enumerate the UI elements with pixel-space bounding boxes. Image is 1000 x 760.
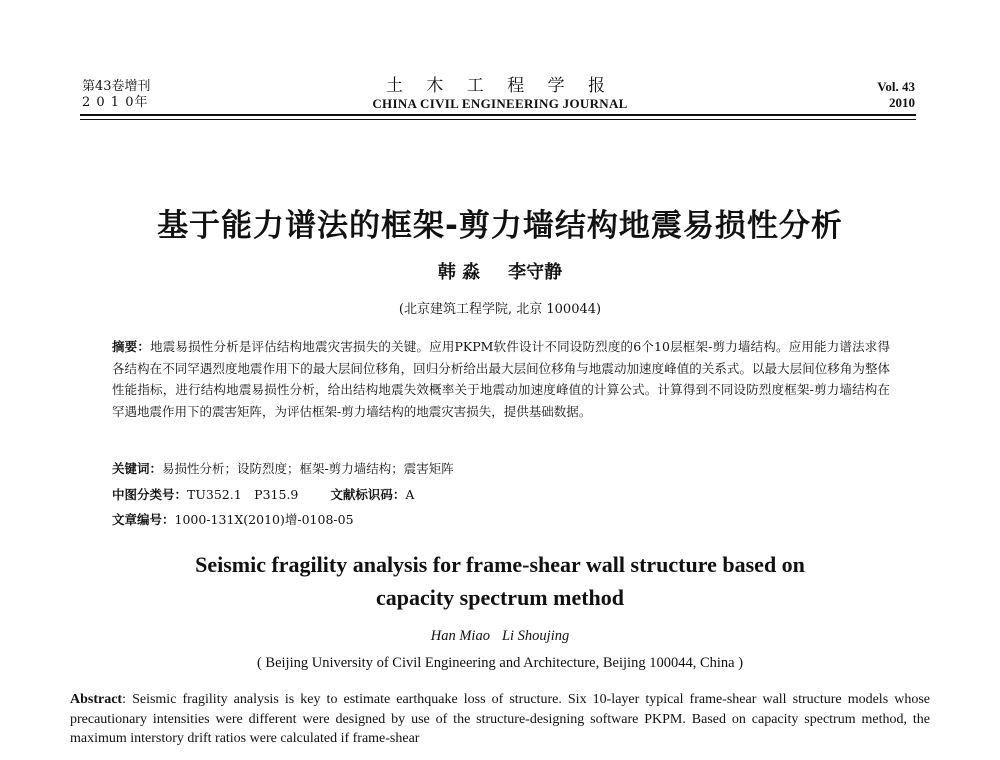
paper-title-cn: 基于能力谱法的框架-剪力墙结构地震易损性分析	[157, 208, 843, 244]
abstract-en-label: Abstract	[70, 692, 123, 707]
abstract-en-text: : Seismic fragility analysis is key to estimate earthquake loss of structure. Six 10-layer typical frame-shear wall structure models whose precautionary intensities were different were designed by use of the structure-designing software PKPM. Based on capacity spectrum method, the maximum interstory drift ratios were calculated if frame-shear	[70, 692, 930, 746]
classification-line	[112, 487, 414, 503]
affiliation-en: ( Beijing University of Civil Engineering and Architecture, Beijing 100044, China )	[256, 655, 744, 671]
header-rule-thick	[80, 114, 916, 116]
journal-title-en: CHINA CIVIL ENGINEERING JOURNAL	[372, 96, 628, 111]
title-en-line-2: capacity spectrum method	[375, 585, 625, 610]
article-id-line	[112, 512, 354, 528]
journal-header	[0, 76, 1000, 112]
abstract-en	[70, 690, 930, 749]
clc-label: 中图分类号：	[112, 487, 188, 502]
affiliation-cn: (北京建筑工程学院, 北京 100044)	[398, 302, 602, 317]
author-en-2: Li Shoujing	[501, 628, 570, 644]
author-cn-1: 韩 淼	[437, 262, 481, 283]
volume-issue: 第43卷增刊	[82, 79, 151, 94]
article-id-value: 1000-131X(2010)增-0108-05	[174, 512, 354, 527]
keywords-cn-label: 关键词：	[112, 461, 163, 476]
doc-code-value: A	[405, 487, 415, 502]
doc-code-label: 文献标识码：	[330, 487, 406, 502]
abstract-cn-text: 地震易损性分析是评估结构地震灾害损失的关键。应用PKPM软件设计不同设防烈度的6个10层框架-剪力墙结构。应用能力谱法求得各结构在不同罕遇烈度地震作用下的最大层间位移角，回归分析给出最大层间位移角与地震动加速度峰值的关系式。以最大层间位移角为整体性能指标，进行结构地震易损性分析，给出结构地震失效概率关于地震动加速度峰值的计算公式。计算得到不同设防烈度框架-剪力墙结构在罕遇地震作用下的震害矩阵，为评估框架-剪力墙结构的地震灾害损失，提供基础数据。	[112, 339, 890, 419]
article-id-label: 文章编号：	[112, 512, 175, 527]
authors-en	[0, 628, 1000, 645]
abstract-cn	[112, 336, 890, 422]
paper-title-en	[0, 548, 1000, 614]
clc-value: TU352.1 P315.9	[187, 487, 299, 502]
abstract-cn-label: 摘要：	[112, 339, 151, 354]
authors-cn	[0, 258, 1000, 284]
author-cn-2: 李守静	[508, 262, 563, 283]
journal-title-cn: 土 木 工 程 学 报	[385, 76, 615, 96]
header-right	[877, 79, 915, 111]
keywords-cn-text: 易损性分析；设防烈度；框架-剪力墙结构；震害矩阵	[162, 461, 454, 476]
author-en-1: Han Miao	[430, 628, 490, 644]
header-rule-thin	[80, 119, 916, 120]
keywords-cn	[112, 461, 454, 477]
volume-en: Vol. 43	[877, 79, 915, 94]
title-en-line-1: Seismic fragility analysis for frame-shear wall structure based on	[195, 552, 805, 577]
year-en: 2010	[889, 95, 915, 110]
year-cn: 2 0 1 0年	[82, 95, 149, 110]
